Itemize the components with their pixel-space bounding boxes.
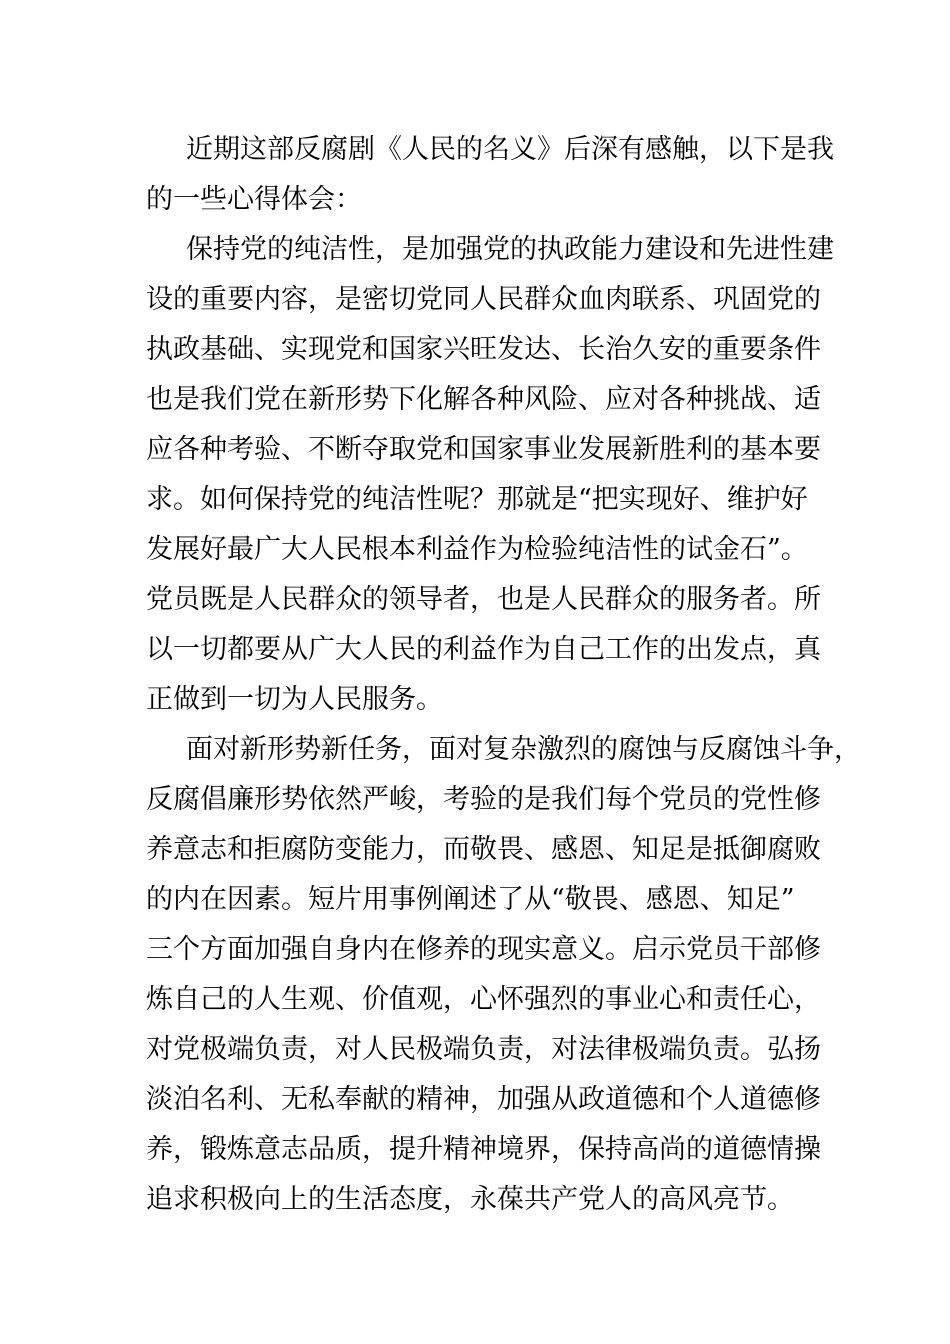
paragraph-3-line-3: 养意志和拒腐防变能力，而敬畏、感恩、知足是抵御腐败 [146, 834, 821, 865]
paragraph-2-line-9: 以一切都要从广大人民的利益作为自己工作的出发点，真 [146, 634, 821, 665]
paragraph-3-line-5: 三个方面加强自身内在修养的现实意义。启示党员干部修 [146, 934, 821, 965]
paragraph-2-line-3: 执政基础、实现党和国家兴旺发达、长治久安的重要条件 [146, 334, 821, 365]
paragraph-1-line-2: 的一些心得体会： [146, 184, 362, 215]
paragraph-3-line-4: 的内在因素。短片用事例阐述了从“敬畏、感恩、知足” [146, 884, 795, 915]
paragraph-3-line-6: 炼自己的人生观、价值观，心怀强烈的事业心和责任心， [146, 984, 821, 1015]
paragraph-2-line-1: 保持党的纯洁性，是加强党的执政能力建设和先进性建 [186, 234, 834, 265]
paragraph-1-line-1: 近期这部反腐剧《人民的名义》后深有感触，以下是我 [186, 134, 834, 165]
paragraph-3-line-8: 淡泊名利、无私奉献的精神，加强从政道德和个人道德修 [146, 1084, 821, 1115]
paragraph-3-line-7: 对党极端负责，对人民极端负责，对法律极端负责。弘扬 [146, 1034, 821, 1065]
paragraph-2-line-7: 发展好最广大人民根本利益作为检验纯洁性的试金石”。 [146, 534, 808, 565]
paragraph-3-line-10: 追求积极向上的生活态度，永葆共产党人的高风亮节。 [146, 1184, 794, 1215]
paragraph-2-line-4: 也是我们党在新形势下化解各种风险、应对各种挑战、适 [146, 384, 821, 415]
paragraph-2-line-10: 正做到一切为人民服务。 [146, 684, 443, 715]
paragraph-3-line-9: 养，锻炼意志品质，提升精神境界，保持高尚的道德情操 [146, 1134, 821, 1165]
paragraph-3-line-2: 反腐倡廉形势依然严峻，考验的是我们每个党员的党性修 [146, 784, 821, 815]
paragraph-2-line-8: 党员既是人民群众的领导者，也是人民群众的服务者。所 [146, 584, 821, 615]
paragraph-2-line-6: 求。如何保持党的纯洁性呢？那就是“把实现好、维护好 [146, 484, 808, 515]
paragraph-2-line-5: 应各种考验、不断夺取党和国家事业发展新胜利的基本要 [146, 434, 821, 465]
paragraph-2-line-2: 设的重要内容，是密切党同人民群众血肉联系、巩固党的 [146, 284, 821, 315]
paragraph-3-line-1: 面对新形势新任务，面对复杂激烈的腐蚀与反腐蚀斗争， [186, 734, 861, 765]
